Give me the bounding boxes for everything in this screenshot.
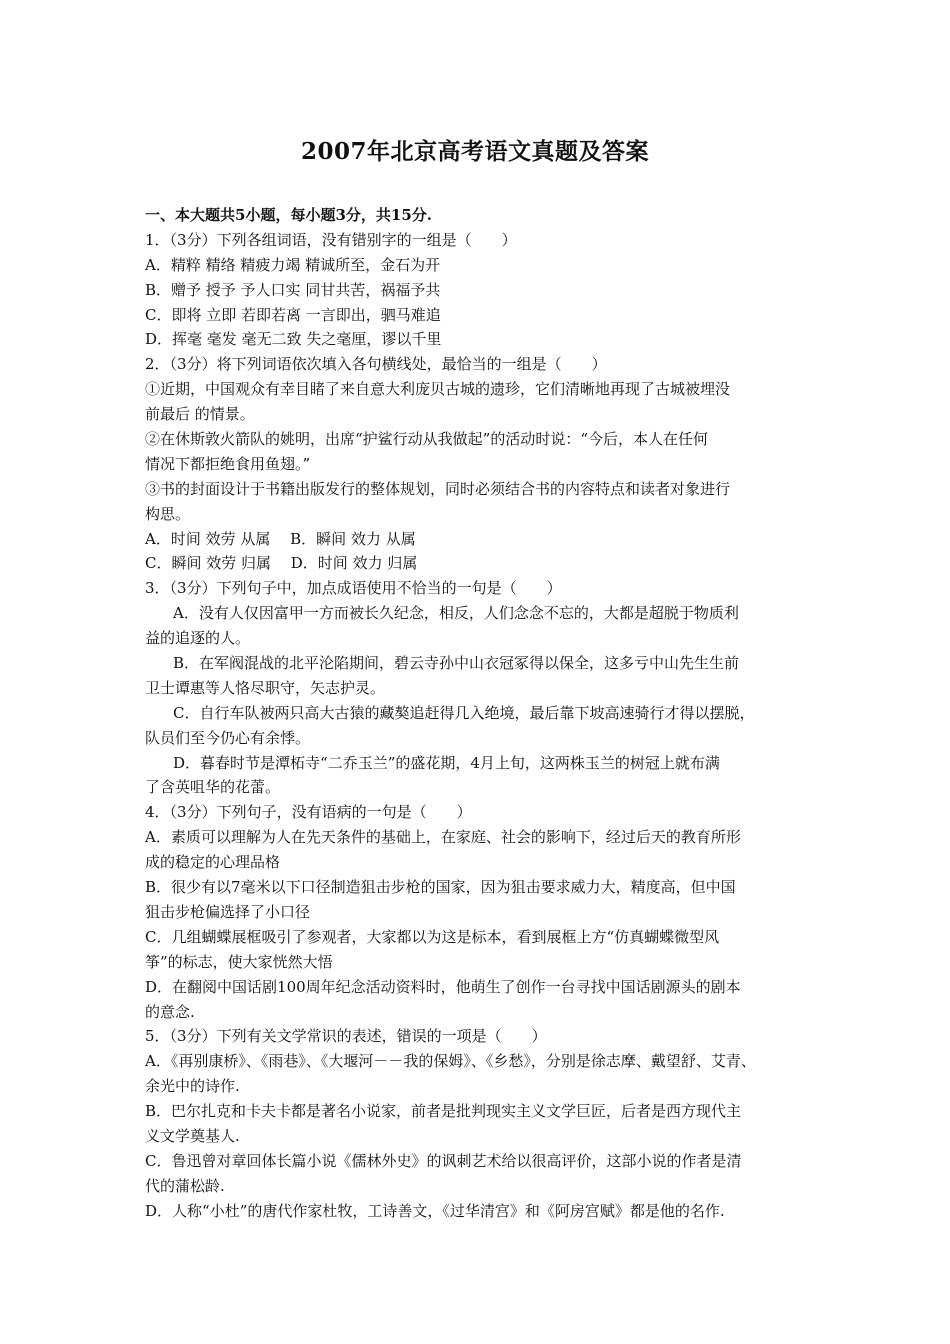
- option-b-line-2: 卫士谭惠等人恪尽职守，矢志护灵。: [145, 678, 386, 697]
- option-d: D．挥毫 毫发 毫无二致 失之毫厘，谬以千里: [145, 330, 442, 349]
- option-d-line-1: D．暮春时节是潭柘寺“二乔玉兰”的盛花期，4月上旬，这两株玉兰的树冠上就布满: [173, 753, 720, 772]
- option-c: C．即将 立即 若即若离 一言即出，驷马难追: [145, 305, 441, 324]
- question-stem: 1．（3分）下列各组词语，没有错别字的一组是（ ）: [145, 230, 517, 249]
- option-c-line-2: 代的蒲松龄.: [145, 1176, 225, 1195]
- option-d: D．人称“小杜”的唐代作家杜牧，工诗善文，《过华清宫》和《阿房宫赋》都是他的名作.: [145, 1201, 725, 1220]
- option-b: B．赠予 授予 予人口实 同甘共苦，祸福予共: [145, 280, 441, 299]
- options-c-d: C．瞬间 效劳 归属 D．时间 效力 归属: [145, 554, 418, 573]
- options-a-b: A．时间 效劳 从属 B．瞬间 效力 从属: [145, 529, 416, 548]
- sentence-3-line-2: 构思。: [145, 504, 191, 523]
- option-b-line-2: 义文学奠基人.: [145, 1126, 240, 1145]
- option-b-line-1: B．巴尔扎克和卡夫卡都是著名小说家，前者是批判现实主义文学巨匠，后者是西方现代主: [145, 1102, 742, 1121]
- option-a-line-2: 成的稳定的心理品格: [145, 853, 281, 872]
- question-stem: 4．（3分）下列句子，没有语病的一句是（ ）: [145, 803, 472, 822]
- sentence-2-line-2: 情况下都拒绝食用鱼翅。”: [145, 454, 311, 473]
- question-1: [145, 228, 813, 352]
- option-c-line-1: C．几组蝴蝶展框吸引了参观者，大家都以为这是标本，看到展框上方“仿真蝴蝶微型风: [145, 927, 720, 946]
- option-b-line-1: B．很少有以7毫米以下口径制造狙击步枪的国家，因为狙击要求威力大，精度高，但中国: [145, 878, 736, 897]
- document-body: [145, 203, 813, 1224]
- document-title: 2007年北京高考语文真题及答案: [300, 138, 649, 165]
- option-a-line-1: A．《再别康桥》、《雨巷》、《大堰河－－我的保姆》、《乡愁》，分别是徐志摩、戴望舒、艾青、: [145, 1052, 756, 1071]
- option-a-line-2: 余光中的诗作.: [145, 1077, 240, 1096]
- option-a-line-1: A．没有人仅因富甲一方而被长久纪念，相反，人们念念不忘的，大都是超脱于物质利: [173, 604, 739, 623]
- option-a-line-2: 益的追逐的人。: [145, 629, 251, 648]
- question-3: [145, 576, 813, 800]
- option-a: A．精粹 精络 精疲力竭 精诚所至，金石为开: [145, 255, 441, 274]
- question-stem: 2．（3分）将下列词语依次填入各句横线处，最恰当的一组是（ ）: [145, 355, 607, 374]
- question-5: [145, 1024, 813, 1223]
- sentence-3-line-1: ③书的封面设计于书籍出版发行的整体规划，同时必须结合书的内容特点和读者对象进行: [145, 479, 731, 498]
- question-4: [145, 800, 813, 1024]
- option-d-line-2: 的意念.: [145, 1002, 195, 1021]
- option-d-line-1: D．在翻阅中国话剧100周年纪念活动资料时，他萌生了创作一台寻找中国话剧源头的剧本: [145, 977, 741, 996]
- question-2: [145, 352, 813, 576]
- option-c-line-2: 筝”的标志，使大家恍然大悟: [145, 952, 333, 971]
- option-b-line-1: B．在军阀混战的北平沦陷期间，碧云寺孙中山衣冠冢得以保全，这多亏中山先生生前: [173, 654, 740, 673]
- section-header: 一、本大题共5小题，每小题3分，共15分.: [145, 206, 432, 224]
- option-c-line-2: 队员们至今仍心有余悸。: [145, 728, 311, 747]
- option-c-line-1: C．自行车队被两只高大古猿的藏獒追赶得几入绝境，最后靠下坡高速骑行才得以摆脱，: [173, 703, 755, 722]
- sentence-2-line-1: ②在休斯敦火箭队的姚明，出席“护鲨行动从我做起”的活动时说：“今后，本人在任何: [145, 430, 709, 449]
- question-stem: 5．（3分）下列有关文学常识的表述，错误的一项是（ ）: [145, 1027, 547, 1046]
- option-b-line-2: 狙击步枪偏选择了小口径: [145, 902, 311, 921]
- option-c-line-1: C．鲁迅曾对章回体长篇小说《儒林外史》的讽刺艺术给以很高评价，这部小说的作者是清: [145, 1151, 742, 1170]
- sentence-1-line-2: 前最后 的情景。: [145, 405, 255, 424]
- option-d-line-2: 了含英咀华的花蕾。: [145, 778, 281, 797]
- option-a-line-1: A．素质可以理解为人在先天条件的基础上，在家庭、社会的影响下，经过后天的教育所形: [145, 828, 741, 847]
- question-stem: 3．（3分）下列句子中，加点成语使用不恰当的一句是（ ）: [145, 579, 562, 598]
- sentence-1-line-1: ①近期，中国观众有幸目睹了来自意大利庞贝古城的遗珍，它们清晰地再现了古城被埋没: [145, 380, 731, 399]
